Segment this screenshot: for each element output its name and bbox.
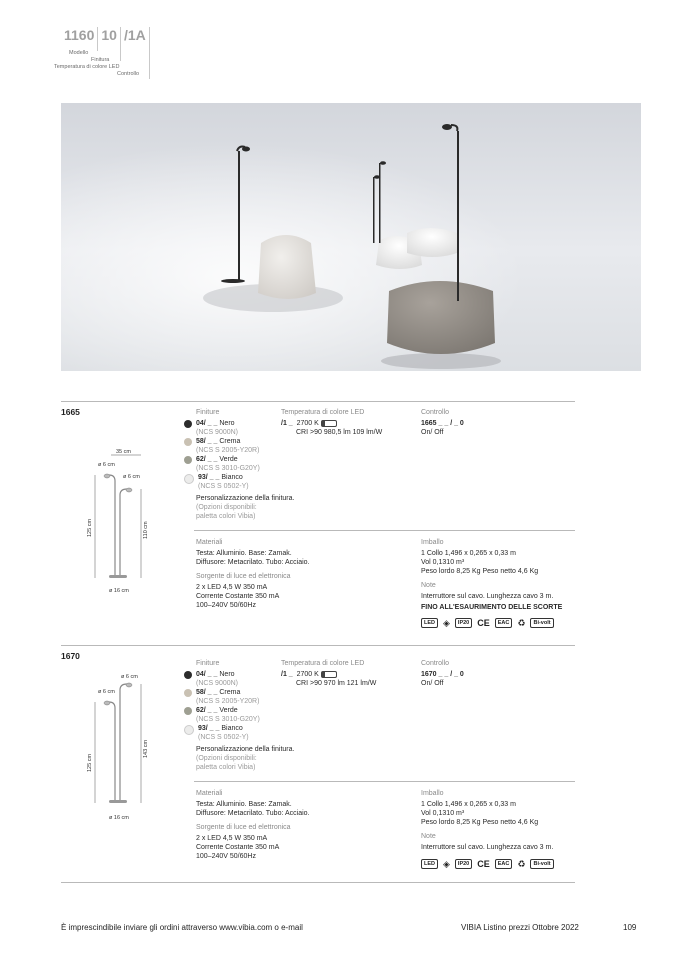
finish-code: 58/ _ _ bbox=[196, 689, 218, 696]
materials-block bbox=[196, 789, 309, 861]
temperature-code: /1 _ bbox=[281, 420, 293, 427]
dim-height-b: 110 cm bbox=[143, 521, 149, 539]
led-badge: LED bbox=[421, 618, 438, 628]
cri-values: CRI >90 970 lm 121 lm/W bbox=[296, 680, 377, 687]
packaging-line: Vol 0,1310 m³ bbox=[421, 559, 465, 566]
custom-finish: Personalizzazione della finitura. bbox=[196, 495, 295, 502]
temperature-kelvin: 2700 K bbox=[296, 671, 319, 678]
finish-item bbox=[184, 706, 294, 724]
finish-item bbox=[184, 473, 294, 491]
inner-divider bbox=[194, 781, 575, 782]
finish-name: Crema bbox=[219, 689, 241, 696]
source-line: Corrente Costante 350 mA bbox=[196, 844, 280, 851]
finish-swatch-nero bbox=[184, 671, 192, 679]
cri-values: CRI >90 980,5 lm 109 lm/W bbox=[296, 429, 383, 436]
materials-line: Testa: Alluminio. Base: Zamak. bbox=[196, 550, 292, 557]
finish-ncs: (NCS S 0502-Y) bbox=[198, 483, 249, 490]
source-line: Corrente Costante 350 mA bbox=[196, 593, 280, 600]
finish-name: Verde bbox=[219, 456, 238, 463]
control-value: On/ Off bbox=[421, 680, 444, 687]
finish-code: 62/ _ _ bbox=[196, 707, 218, 714]
section-divider bbox=[61, 401, 575, 402]
footer-brand: VIBIA Listino prezzi Ottobre 2022 bbox=[461, 923, 579, 932]
source-line: 2 x LED 4,5 W 350 mA bbox=[196, 835, 268, 842]
finish-swatch-crema bbox=[184, 689, 192, 697]
eac-badge: EAC bbox=[495, 859, 513, 869]
control-code: 1670 _ _ / _ 0 bbox=[421, 671, 464, 678]
packaging-header: Imballo bbox=[421, 790, 444, 797]
custom-finish-note: (Opzioni disponibili: bbox=[196, 504, 257, 511]
finish-swatch-verde bbox=[184, 456, 192, 464]
materials-line: Diffusore: Metacrilato. Tubo: Acciaio. bbox=[196, 559, 310, 566]
packaging-line: Vol 0,1310 m³ bbox=[421, 810, 465, 817]
finish-swatch-crema bbox=[184, 438, 192, 446]
dimmer-bar-icon bbox=[321, 420, 337, 427]
eac-badge: EAC bbox=[495, 618, 513, 628]
packaging-line: 1 Collo 1,496 x 0,265 x 0,33 m bbox=[421, 550, 516, 557]
finish-name: Crema bbox=[219, 438, 241, 445]
packaging-line: Peso lordo 8,25 Kg Peso netto 4,6 Kg bbox=[421, 819, 539, 826]
finish-code: 04/ _ _ bbox=[196, 671, 218, 678]
finish-swatch-bianco bbox=[184, 474, 194, 484]
finish-ncs: (NCS S 3010-G20Y) bbox=[196, 716, 260, 723]
control-header: Controllo bbox=[421, 409, 450, 416]
product-photo bbox=[61, 103, 641, 371]
packaging-line: 1 Collo 1,496 x 0,265 x 0,33 m bbox=[421, 801, 516, 808]
code-divider bbox=[97, 27, 98, 51]
control-block bbox=[421, 419, 464, 437]
packaging-line: Peso lordo 8,25 Kg Peso netto 4,6 Kg bbox=[421, 568, 539, 575]
page-number: 109 bbox=[623, 923, 637, 932]
finish-ncs: (NCS 9000N) bbox=[196, 429, 239, 436]
finish-ncs: (NCS S 2005-Y20R) bbox=[196, 698, 260, 705]
custom-finish-note: paletta colori Vibia) bbox=[196, 513, 256, 520]
bivolt-badge: Bi-volt bbox=[530, 859, 553, 869]
code-model: 1160 bbox=[64, 27, 95, 43]
source-line: 100–240V 50/60Hz bbox=[196, 853, 256, 860]
finish-ncs: (NCS S 3010-G20Y) bbox=[196, 465, 260, 472]
finish-item bbox=[184, 419, 294, 437]
finish-swatch-bianco bbox=[184, 725, 194, 735]
finish-code: 62/ _ _ bbox=[196, 456, 218, 463]
temperature-header: Temperatura di colore LED bbox=[281, 660, 365, 667]
technical-drawing-1665 bbox=[85, 445, 175, 605]
technical-drawing-1670 bbox=[85, 670, 175, 830]
finishes-header: Finiture bbox=[196, 660, 220, 667]
ip-rating-badge: IP20 bbox=[455, 618, 472, 628]
source-header: Sorgente di luce ed elettronica bbox=[196, 573, 291, 580]
code-finish: 10 bbox=[101, 27, 117, 43]
dim-width-top: 35 cm bbox=[116, 449, 131, 455]
dim-head-a: ø 6 cm bbox=[121, 674, 138, 680]
class-iii-icon: ◈ bbox=[443, 858, 450, 869]
temperature-kelvin: 2700 K bbox=[296, 420, 319, 427]
finish-code: 93/ _ _ bbox=[198, 725, 220, 732]
finish-ncs: (NCS S 2005-Y20R) bbox=[196, 447, 260, 454]
footer-order-note: È imprescindibile inviare gli ordini attraverso www.vibia.com o e-mail bbox=[61, 923, 303, 932]
temperature-block bbox=[281, 670, 376, 688]
model-number: 1665 bbox=[61, 407, 80, 417]
note-header: Note bbox=[421, 582, 436, 589]
finish-name: Bianco bbox=[221, 474, 243, 481]
finish-name: Verde bbox=[219, 707, 238, 714]
packaging-block bbox=[421, 538, 562, 628]
model-number: 1670 bbox=[61, 651, 80, 661]
finish-swatch-nero bbox=[184, 420, 192, 428]
lamp-scene-illustration bbox=[61, 103, 641, 371]
certification-badges bbox=[421, 618, 562, 628]
stock-notice: FINO ALL'ESAURIMENTO DELLE SCORTE bbox=[421, 604, 563, 611]
certification-badges bbox=[421, 859, 554, 869]
code-divider bbox=[149, 27, 150, 79]
packaging-header: Imballo bbox=[421, 539, 444, 546]
code-label-finish: Finitura bbox=[91, 57, 110, 63]
finish-item bbox=[184, 670, 294, 688]
materials-header: Materiali bbox=[196, 539, 223, 546]
finish-ncs: (NCS S 0502-Y) bbox=[198, 734, 249, 741]
finish-item bbox=[184, 437, 294, 455]
custom-finish-note: (Opzioni disponibili: bbox=[196, 755, 257, 762]
control-block bbox=[421, 670, 464, 688]
finish-item bbox=[184, 455, 294, 473]
finish-code: 04/ _ _ bbox=[196, 420, 218, 427]
finish-code: 58/ _ _ bbox=[196, 438, 218, 445]
control-header: Controllo bbox=[421, 660, 450, 667]
bivolt-badge: Bi-volt bbox=[530, 618, 553, 628]
control-value: On/ Off bbox=[421, 429, 444, 436]
led-badge: LED bbox=[421, 859, 438, 869]
class-iii-icon: ◈ bbox=[443, 617, 450, 628]
dim-height-b: 143 cm bbox=[143, 739, 149, 758]
section-divider bbox=[61, 645, 575, 646]
materials-header: Materiali bbox=[196, 790, 223, 797]
code-divider bbox=[120, 27, 121, 61]
ip-rating-badge: IP20 bbox=[455, 859, 472, 869]
dim-head-b: ø 6 cm bbox=[98, 689, 115, 695]
packaging-block bbox=[421, 789, 554, 869]
dim-base: ø 16 cm bbox=[109, 588, 129, 594]
dim-head-b: ø 6 cm bbox=[123, 474, 140, 480]
recycle-icon: ♻ bbox=[517, 858, 526, 869]
finishes-list bbox=[184, 670, 294, 772]
code-temperature: /1A bbox=[123, 27, 146, 43]
temperature-code: /1 _ bbox=[281, 671, 293, 678]
code-label-control: Controllo bbox=[117, 71, 140, 77]
materials-line: Diffusore: Metacrilato. Tubo: Acciaio. bbox=[196, 810, 310, 817]
control-code: 1665 _ _ / _ 0 bbox=[421, 420, 464, 427]
ce-mark-icon: CE bbox=[477, 858, 490, 869]
source-line: 2 x LED 4,5 W 350 mA bbox=[196, 584, 268, 591]
dim-height-a: 125 cm bbox=[87, 518, 93, 537]
custom-finish: Personalizzazione della finitura. bbox=[196, 746, 295, 753]
finishes-header: Finiture bbox=[196, 409, 220, 416]
finish-name: Bianco bbox=[221, 725, 243, 732]
dim-head-a: ø 6 cm bbox=[98, 462, 115, 468]
finish-name: Nero bbox=[219, 671, 235, 678]
note-line: Interruttore sul cavo. Lunghezza cavo 3 m. bbox=[421, 593, 554, 600]
note-header: Note bbox=[421, 833, 436, 840]
temperature-header: Temperatura di colore LED bbox=[281, 409, 365, 416]
finish-name: Nero bbox=[219, 420, 235, 427]
inner-divider bbox=[194, 530, 575, 531]
materials-block bbox=[196, 538, 309, 610]
source-header: Sorgente di luce ed elettronica bbox=[196, 824, 291, 831]
finish-code: 93/ _ _ bbox=[198, 474, 220, 481]
section-divider bbox=[61, 882, 575, 883]
source-line: 100–240V 50/60Hz bbox=[196, 602, 256, 609]
finish-ncs: (NCS 9000N) bbox=[196, 680, 239, 687]
custom-finish-note: paletta colori Vibia) bbox=[196, 764, 256, 771]
temperature-block bbox=[281, 419, 382, 437]
recycle-icon: ♻ bbox=[517, 617, 526, 628]
finish-item bbox=[184, 688, 294, 706]
dim-height-a: 125 cm bbox=[87, 753, 93, 772]
finish-item bbox=[184, 724, 294, 742]
note-line: Interruttore sul cavo. Lunghezza cavo 3 m. bbox=[421, 844, 554, 851]
dim-base: ø 16 cm bbox=[109, 815, 129, 821]
code-label-temperature: Temperatura di colore LED bbox=[54, 64, 120, 70]
finishes-list bbox=[184, 419, 294, 521]
materials-line: Testa: Alluminio. Base: Zamak. bbox=[196, 801, 292, 808]
ce-mark-icon: CE bbox=[477, 617, 490, 628]
finish-swatch-verde bbox=[184, 707, 192, 715]
code-label-model: Modello bbox=[69, 50, 89, 56]
dimmer-bar-icon bbox=[321, 671, 337, 678]
